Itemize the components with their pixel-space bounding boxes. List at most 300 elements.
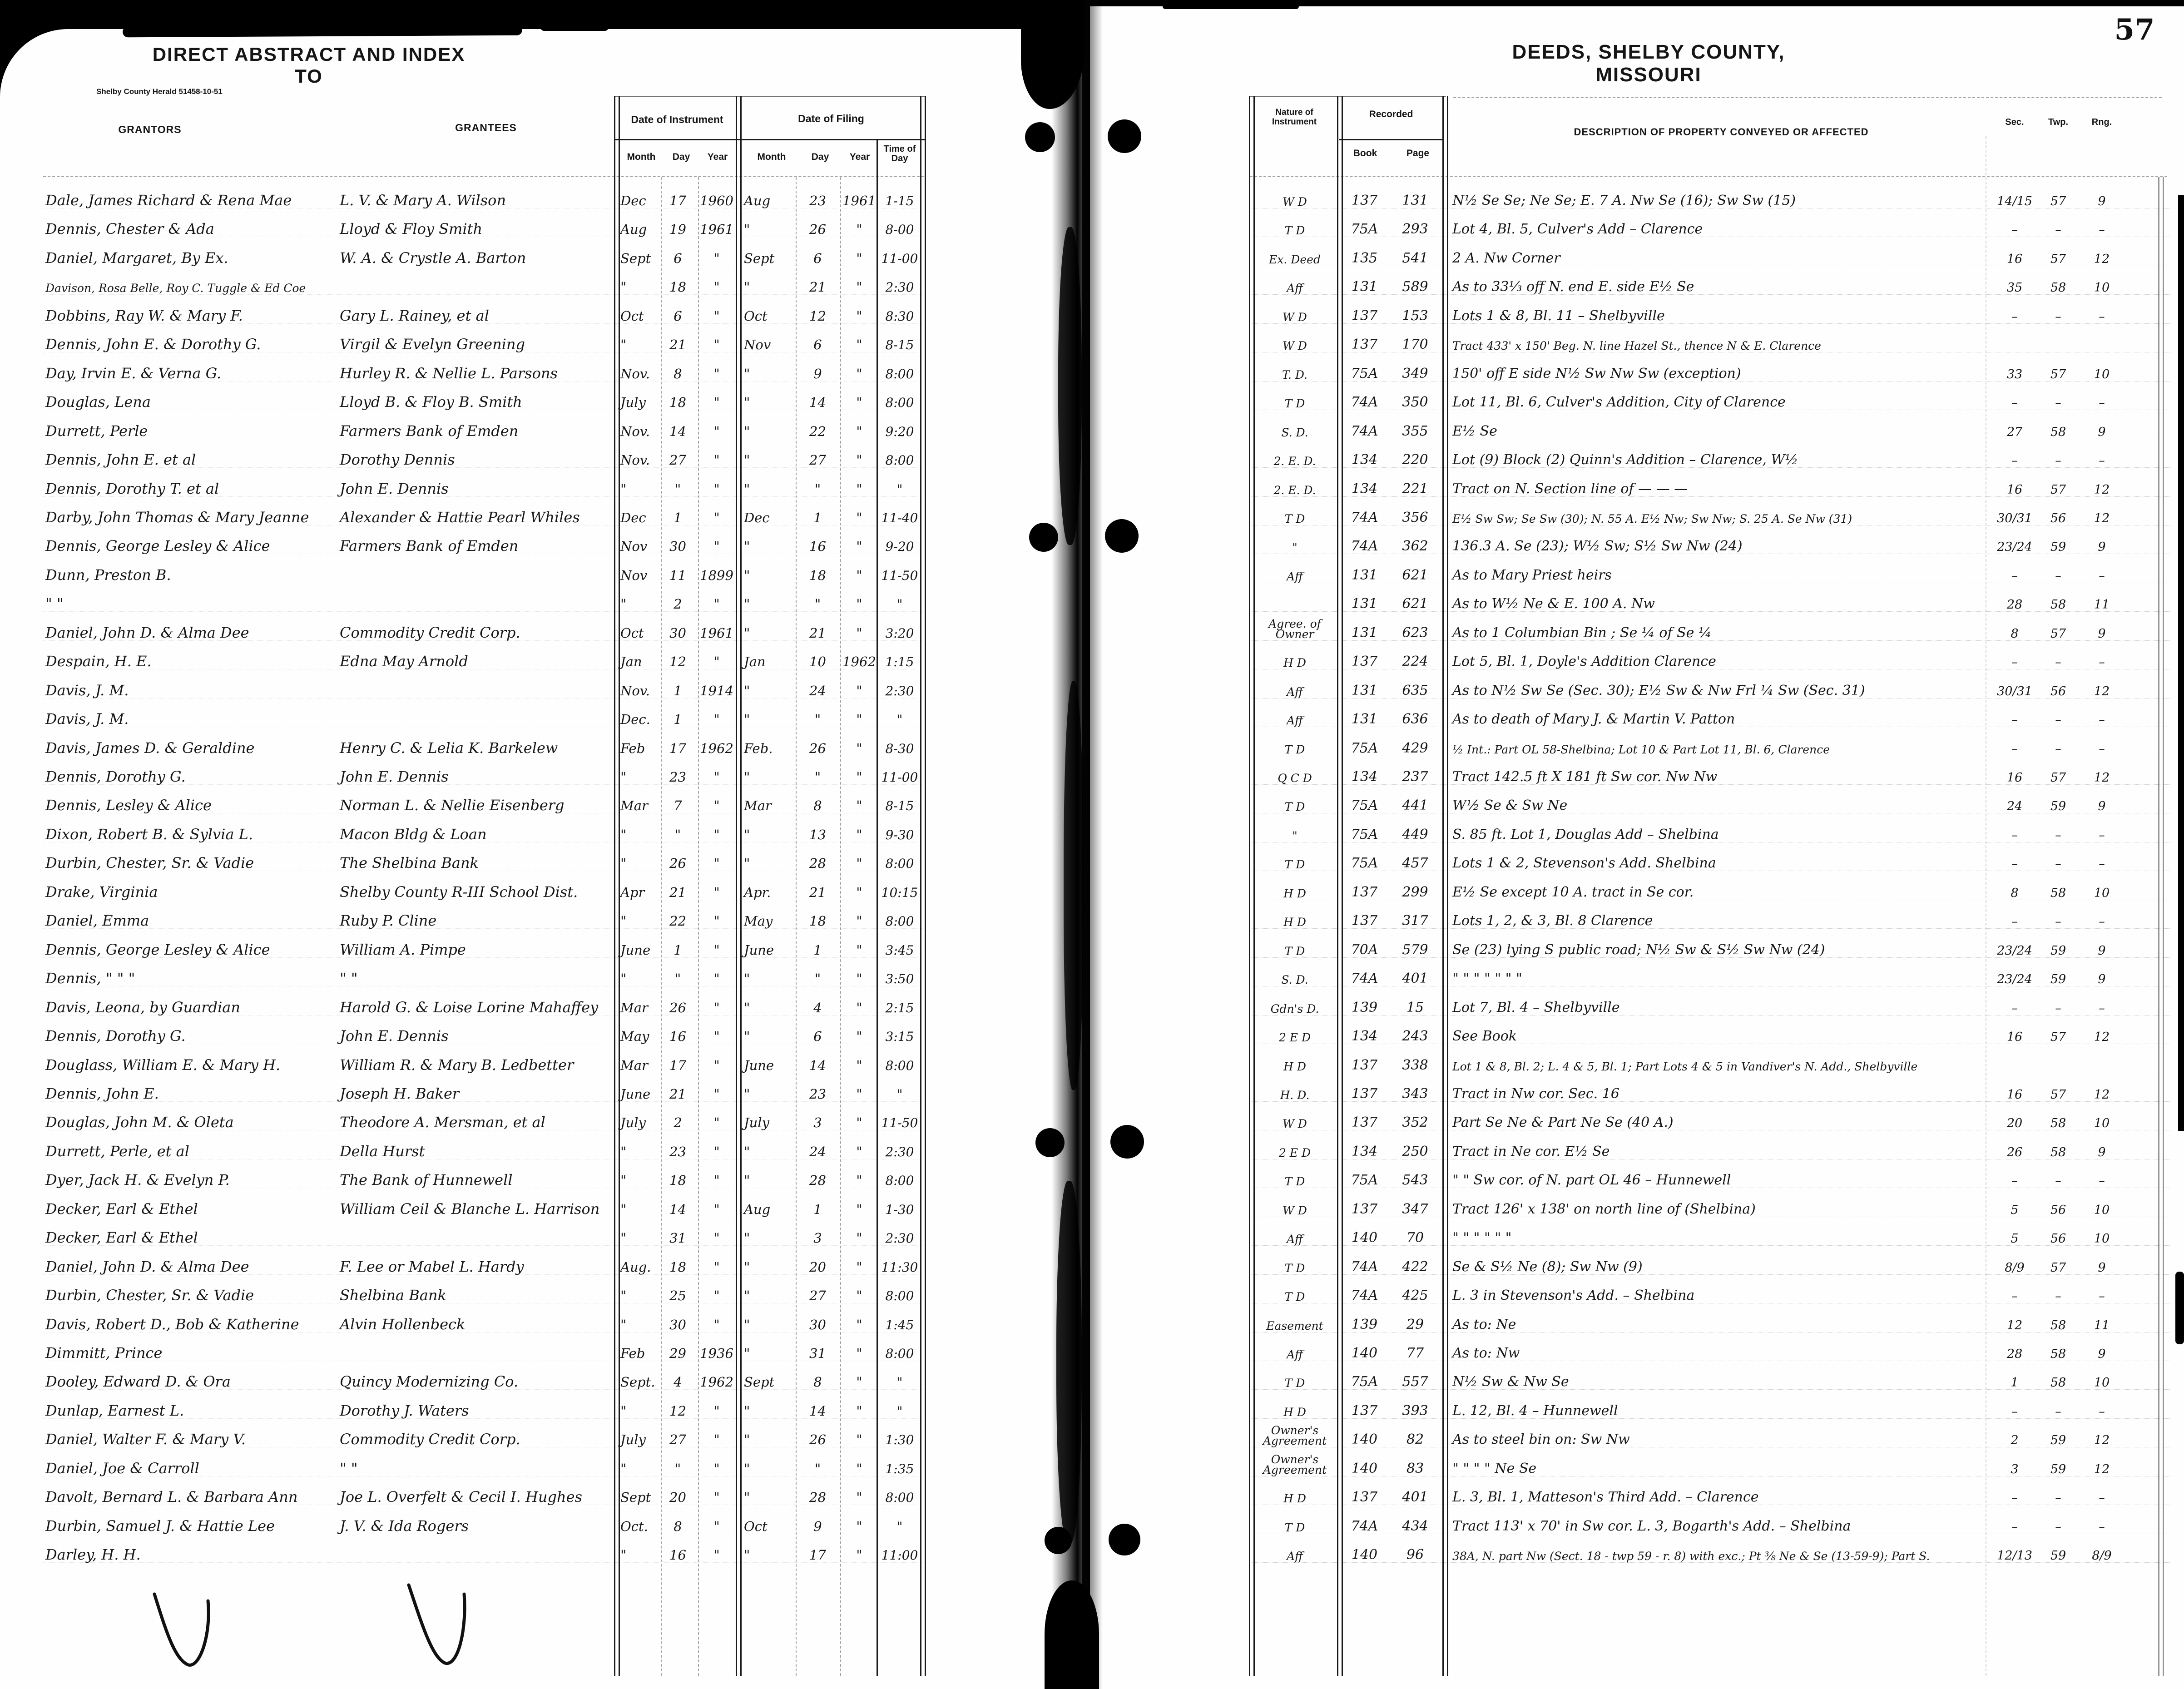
filing-day: 31: [809, 1346, 826, 1361]
filing-day: ": [814, 1461, 821, 1476]
nature-of-instrument: 2 E D: [1278, 1146, 1311, 1160]
township-number: –: [2055, 857, 2061, 871]
range-number: 8/9: [2092, 1549, 2112, 1563]
recorded-book: 140: [1351, 1230, 1378, 1246]
filing-month: ": [744, 1230, 750, 1246]
filing-day: 9: [813, 1519, 822, 1534]
filing-month: July: [744, 1115, 769, 1130]
binding-fold-blot: [1058, 227, 1082, 545]
filing-day: 23: [809, 193, 826, 208]
recorded-book: 70A: [1351, 942, 1378, 958]
grantee-name: Harold G. & Loise Lorine Mahaffey: [340, 999, 599, 1016]
township-number: 59: [2050, 799, 2066, 813]
filing-month: ": [744, 452, 750, 468]
property-description: As to death of Mary J. & Martin V. Patton: [1452, 711, 1735, 727]
recorded-book: 74A: [1351, 1518, 1378, 1534]
filing-day: 14: [809, 395, 826, 410]
instrument-day: 18: [669, 279, 686, 295]
instrument-year: ": [713, 1202, 720, 1217]
instrument-year: ": [713, 395, 720, 410]
instrument-year: ": [713, 481, 720, 497]
property-description: " " " " " ": [1452, 1230, 1512, 1246]
filing-month: ": [744, 1173, 750, 1188]
nature-of-instrument: Aff: [1287, 714, 1303, 728]
nature-of-instrument: T D: [1284, 1290, 1305, 1304]
grantor-name: Douglass, William E. & Mary H.: [45, 1056, 281, 1074]
nature-of-instrument: W D: [1283, 1117, 1307, 1131]
instrument-month: Jan: [620, 654, 642, 669]
nature-of-instrument: T D: [1284, 858, 1305, 872]
instrument-year: 1962: [700, 1374, 733, 1390]
township-number: 56: [2050, 511, 2066, 525]
filing-month: ": [744, 1432, 750, 1447]
property-description: Se & S½ Ne (8); Sw Nw (9): [1452, 1259, 1643, 1275]
recorded-page: 623: [1402, 625, 1428, 641]
nature-of-instrument: H D: [1283, 1492, 1306, 1506]
filing-month: ": [744, 1317, 750, 1332]
filing-year-header: Year: [849, 152, 870, 162]
filing-day: 13: [809, 827, 826, 842]
table-line: [1453, 97, 2162, 98]
instrument-year: ": [713, 510, 720, 525]
instrument-month: Mar: [620, 1058, 648, 1073]
instrument-day: 2: [674, 1115, 682, 1130]
nature-of-instrument: T D: [1284, 1175, 1305, 1189]
grantee-name: The Bank of Hunnewell: [340, 1171, 513, 1189]
filing-month: June: [744, 1058, 774, 1073]
recorded-book: 131: [1351, 683, 1378, 698]
filing-month: ": [744, 424, 750, 439]
binding-fold-blot: [1056, 1181, 1082, 1544]
grantor-name: Daniel, Walter F. & Mary V.: [45, 1431, 246, 1448]
filing-day: 16: [809, 539, 826, 554]
herald-imprint: Shelby County Herald 51458-10-51: [96, 87, 223, 96]
property-description: As to: Nw: [1452, 1345, 1520, 1361]
range-number: 10: [2094, 1116, 2110, 1130]
section-number: 1: [2011, 1376, 2019, 1390]
instrument-day: 14: [669, 424, 686, 439]
property-description: Tract on N. Section line of — — —: [1452, 481, 1688, 497]
filing-day: 21: [809, 279, 826, 295]
nature-of-instrument: Aff: [1287, 570, 1303, 584]
range-number: 10: [2094, 1376, 2110, 1390]
instrument-month: Nov.: [620, 452, 650, 468]
filing-year: ": [856, 1490, 862, 1505]
recorded-book: 131: [1351, 625, 1378, 641]
filing-year: ": [856, 712, 862, 727]
filing-month: Apr.: [744, 885, 771, 900]
grantor-name: Dimmitt, Prince: [45, 1344, 163, 1362]
property-description: 150' off E side N½ Sw Nw Sw (exception): [1452, 366, 1741, 381]
grantor-name: Dixon, Robert B. & Sylvia L.: [45, 826, 253, 843]
nature-of-instrument: W D: [1283, 195, 1307, 209]
description-header: DESCRIPTION OF PROPERTY CONVEYED OR AFFECTED: [1574, 126, 1869, 138]
township-number: 58: [2050, 425, 2066, 439]
recorded-book: 75A: [1351, 855, 1378, 871]
section-number: –: [2011, 223, 2018, 237]
filing-time: 8-15: [885, 337, 914, 352]
recorded-book: 137: [1351, 1489, 1378, 1505]
instrument-year: ": [713, 308, 720, 324]
instrument-day: ": [674, 1461, 681, 1476]
filing-year: ": [856, 1144, 862, 1159]
instrument-day: ": [674, 481, 681, 497]
instrument-day: 8: [674, 366, 682, 381]
instrument-day: 30: [669, 1317, 686, 1332]
nature-of-instrument: T D: [1284, 1262, 1305, 1275]
section-number: 35: [2006, 281, 2023, 295]
grantor-name: Durbin, Chester, Sr. & Vadie: [45, 1287, 254, 1304]
filing-month: Oct: [744, 1519, 768, 1534]
filing-time: 11-50: [881, 568, 918, 583]
section-number: 30/31: [1997, 684, 2032, 698]
range-number: –: [2099, 857, 2105, 871]
filing-time: 2:15: [885, 1001, 914, 1015]
rng-header: Rng.: [2091, 117, 2112, 127]
section-number: 14/15: [1997, 194, 2032, 208]
instrument-year: ": [713, 1432, 720, 1447]
filing-year: ": [856, 1259, 862, 1275]
filing-year: ": [856, 1461, 862, 1476]
range-number: 10: [2094, 886, 2110, 900]
grantee-name: Edna May Arnold: [340, 653, 468, 670]
recorded-page: 401: [1402, 1489, 1428, 1505]
filing-year: ": [856, 942, 862, 958]
grantee-name: Virgil & Evelyn Greening: [340, 336, 525, 353]
left-page-title: DIRECT ABSTRACT AND INDEX TO: [152, 44, 466, 87]
grantor-name: Dennis, John E. et al: [45, 451, 196, 468]
instrument-year: ": [713, 971, 720, 986]
binding-fold-blot: [1045, 1580, 1099, 1689]
range-number: 9: [2098, 425, 2106, 439]
recorded-page: 352: [1402, 1114, 1428, 1130]
recorded-book: 74A: [1351, 510, 1378, 525]
recorded-book: 134: [1351, 481, 1378, 497]
range-number: –: [2099, 1289, 2105, 1303]
grantee-name: William R. & Mary B. Ledbetter: [340, 1056, 574, 1074]
township-number: –: [2055, 1174, 2061, 1188]
recorded-page: 621: [1402, 596, 1428, 612]
range-number: 9: [2098, 194, 2106, 208]
section-number: 2: [2011, 1433, 2019, 1447]
filing-time: 9-30: [885, 827, 914, 842]
nature-of-instrument: W D: [1283, 339, 1307, 353]
nature-of-instrument: Easement: [1266, 1319, 1323, 1333]
filing-year: 1961: [842, 193, 876, 208]
nature-of-instrument: T D: [1284, 397, 1305, 411]
filing-day: 20: [809, 1259, 826, 1275]
section-number: –: [2011, 1405, 2018, 1419]
filing-time: 3:15: [885, 1029, 914, 1044]
filing-day: 3: [813, 1115, 822, 1130]
instrument-year: ": [713, 539, 720, 554]
filing-year: ": [856, 1346, 862, 1361]
row-guide-line: [1252, 1389, 2171, 1390]
filing-year: ": [856, 424, 862, 439]
grantor-name: Dennis, Dorothy G.: [45, 1027, 186, 1045]
instrument-month: ": [620, 1547, 627, 1563]
filing-month: ": [744, 712, 750, 727]
grantor-name: Daniel, John D. & Alma Dee: [45, 1258, 249, 1275]
property-description: As to steel bin on: Sw Nw: [1452, 1431, 1630, 1447]
filing-day: 23: [809, 1086, 826, 1102]
filing-time: 11-00: [881, 770, 918, 785]
grantor-name: Dennis, John E. & Dorothy G.: [45, 336, 261, 353]
instrument-month: Apr: [620, 885, 645, 900]
section-number: 24: [2006, 799, 2023, 813]
recorded-book: 139: [1351, 1317, 1378, 1332]
township-number: –: [2055, 310, 2061, 324]
recorded-book: 137: [1351, 913, 1378, 929]
instrument-month: Nov: [620, 568, 648, 583]
nature-of-instrument: T D: [1284, 1377, 1305, 1390]
section-number: 23/24: [1997, 972, 2032, 986]
filing-time: 1-30: [885, 1202, 914, 1217]
filing-day-header: Day: [811, 152, 829, 162]
range-number: 12: [2094, 684, 2110, 698]
township-number: 59: [2050, 1462, 2066, 1476]
range-number: 11: [2094, 598, 2110, 612]
range-number: –: [2099, 713, 2105, 727]
instrument-year: ": [713, 1547, 720, 1563]
property-description: E½ Sw Sw; Se Sw (30); N. 55 A. E½ Nw; Sw Nw; S. 25 A. Se Nw (31): [1452, 512, 1852, 525]
recorded-page: 429: [1402, 740, 1428, 756]
recorded-book: 74A: [1351, 1259, 1378, 1275]
grantee-name: John E. Dennis: [340, 1027, 449, 1045]
grantor-name: Dennis, Chester & Ada: [45, 220, 214, 238]
grantor-name: Daniel, Joe & Carroll: [45, 1460, 199, 1477]
recorded-book: 137: [1351, 1403, 1378, 1419]
nature-of-instrument: 2. E. D.: [1273, 484, 1316, 497]
filing-day: 18: [809, 913, 826, 929]
instrument-month: ": [620, 1173, 627, 1188]
scan-artifact: [123, 25, 522, 38]
range-number: 12: [2094, 252, 2110, 266]
recorded-book: 74A: [1351, 423, 1378, 439]
filing-year: ": [856, 798, 862, 813]
filing-month: May: [744, 913, 773, 929]
recorded-page: 338: [1402, 1057, 1428, 1073]
grantor-name: Daniel, John D. & Alma Dee: [45, 624, 249, 641]
filing-time: 1:15: [885, 654, 914, 669]
range-number: –: [2099, 915, 2105, 929]
filing-time: 11:30: [881, 1260, 918, 1275]
recorded-page: 362: [1402, 538, 1428, 554]
instrument-year: ": [713, 1115, 720, 1130]
filing-day: 6: [813, 1029, 822, 1044]
property-description: Tract 142.5 ft X 181 ft Sw cor. Nw Nw: [1452, 769, 1718, 785]
recorded-book: 134: [1351, 769, 1378, 785]
section-number: 28: [2006, 1347, 2023, 1361]
filing-year: ": [856, 1029, 862, 1044]
grantee-name: " ": [340, 1460, 358, 1477]
filing-day: 10: [809, 654, 826, 669]
filing-year: ": [856, 1432, 862, 1447]
filing-month: ": [744, 366, 750, 381]
filing-day: 21: [809, 885, 826, 900]
instrument-month: Nov: [620, 539, 648, 554]
recorded-book: 137: [1351, 654, 1378, 669]
township-number: –: [2055, 223, 2061, 237]
recorded-page: 83: [1406, 1461, 1424, 1476]
filing-month: Nov: [744, 337, 771, 352]
grantor-name: Decker, Earl & Ethel: [45, 1200, 198, 1218]
township-number: –: [2055, 828, 2061, 842]
grantee-name: Shelby County R-III School Dist.: [340, 883, 578, 901]
grantee-name: Commodity Credit Corp.: [340, 1431, 520, 1448]
instrument-year: ": [713, 452, 720, 468]
range-number: 9: [2098, 540, 2106, 554]
recorded-book: 131: [1351, 711, 1378, 727]
grantor-name: Dennis, Dorothy T. et al: [45, 480, 219, 497]
filing-year: ": [856, 539, 862, 554]
range-number: –: [2099, 454, 2105, 468]
filing-year: ": [856, 279, 862, 295]
filing-month: Feb.: [744, 741, 773, 756]
range-number: 9: [2098, 627, 2106, 641]
instrument-day: 30: [669, 539, 686, 554]
nature-of-instrument: Aff: [1287, 1233, 1303, 1246]
section-number: 16: [2006, 252, 2023, 266]
section-number: 27: [2006, 425, 2023, 439]
filing-year: ": [856, 308, 862, 324]
filing-day: 28: [809, 1490, 826, 1505]
instrument-year: ": [713, 1519, 720, 1534]
township-number: 59: [2050, 540, 2066, 554]
filing-month: Aug: [744, 1202, 771, 1217]
range-number: 9: [2098, 1347, 2106, 1361]
grantee-name: Dorothy Dennis: [340, 451, 455, 468]
section-number: 3: [2011, 1462, 2019, 1476]
instrument-year: ": [713, 827, 720, 842]
filing-time: 1-15: [885, 193, 914, 208]
filing-day: ": [814, 596, 821, 612]
township-number: –: [2055, 1520, 2061, 1534]
recorded-book: 137: [1351, 1114, 1378, 1130]
grantor-name: Durrett, Perle, et al: [45, 1143, 189, 1160]
filing-time: 8:30: [885, 309, 914, 324]
grantee-name: Della Hurst: [340, 1143, 425, 1160]
instrument-year: ": [713, 366, 720, 381]
section-number: –: [2011, 1001, 2018, 1015]
recorded-page: 299: [1402, 884, 1428, 900]
filing-day: 30: [809, 1317, 826, 1332]
instrument-month: ": [620, 481, 627, 497]
property-description: Lots 1, 2, & 3, Bl. 8 Clarence: [1452, 913, 1653, 929]
instrument-month: Nov.: [620, 424, 650, 439]
filing-day: 8: [813, 1374, 822, 1390]
township-number: 57: [2050, 1030, 2066, 1044]
instrument-day: 22: [669, 913, 686, 929]
nature-of-instrument: Agree. of Owner: [1268, 617, 1321, 641]
range-number: 9: [2098, 972, 2106, 986]
grantee-name: Lloyd B. & Floy B. Smith: [340, 393, 522, 411]
township-number: 57: [2050, 1261, 2066, 1275]
filing-year: ": [856, 395, 862, 410]
filing-day: 26: [809, 741, 826, 756]
filing-month: Aug: [744, 193, 771, 208]
section-number: –: [2011, 655, 2018, 669]
section-number: 23/24: [1997, 540, 2032, 554]
property-description: Tract 433' x 150' Beg. N. line Hazel St., thence N & E. Clarence: [1452, 339, 1821, 352]
grantor-name: Daniel, Emma: [45, 912, 149, 929]
grantor-name: Dennis, Dorothy G.: [45, 768, 186, 785]
filing-year: ": [856, 568, 862, 583]
recorded-book: 75A: [1351, 1172, 1378, 1188]
punch-hole: [1029, 523, 1058, 552]
twp-header: Twp.: [2048, 117, 2069, 127]
section-number: 33: [2006, 367, 2023, 381]
section-number: –: [2011, 1174, 2018, 1188]
nature-of-instrument: T D: [1284, 800, 1305, 814]
recorded-page: 543: [1402, 1172, 1428, 1188]
filing-month: Dec: [744, 510, 770, 525]
row-guide-line: [43, 611, 922, 612]
grantee-name: Lloyd & Floy Smith: [340, 220, 483, 238]
range-number: 12: [2094, 771, 2110, 785]
instrument-month: ": [620, 827, 627, 842]
instrument-day: 4: [674, 1374, 682, 1390]
instrument-year: ": [713, 769, 720, 785]
filing-year: ": [856, 1115, 862, 1130]
filing-year: ": [856, 366, 862, 381]
instr-month-header: Month: [627, 152, 656, 162]
filing-time: 3:45: [885, 943, 914, 958]
punch-hole: [1025, 122, 1055, 152]
filing-day: 1: [813, 942, 822, 958]
filing-time: 2:30: [885, 280, 914, 295]
filing-time: 8:00: [885, 1173, 914, 1188]
property-description: As to: Ne: [1452, 1317, 1516, 1332]
filing-time: 8:00: [885, 1490, 914, 1505]
instrument-day: 12: [669, 654, 686, 669]
grantee-name: The Shelbina Bank: [340, 854, 479, 872]
instrument-year: ": [713, 1490, 720, 1505]
filing-time: 1:45: [885, 1318, 914, 1332]
range-number: –: [2099, 310, 2105, 324]
grantor-name: Darley, H. H.: [45, 1546, 141, 1563]
section-number: 8: [2011, 627, 2019, 641]
filing-month: ": [744, 1490, 750, 1505]
grantor-name: " ": [45, 595, 64, 612]
filing-year: ": [856, 1086, 862, 1102]
nature-of-instrument: Aff: [1287, 1348, 1303, 1362]
instrument-year: ": [713, 596, 720, 612]
instrument-month: Oct.: [620, 1519, 648, 1534]
section-number: 5: [2011, 1203, 2019, 1217]
range-number: –: [2099, 1405, 2105, 1419]
section-number: 23/24: [1997, 944, 2032, 958]
filing-day: 9: [813, 366, 822, 381]
filing-time: 11-00: [881, 251, 918, 266]
filing-time: 8:00: [885, 395, 914, 410]
instrument-month: ": [620, 1230, 627, 1246]
property-description: E½ Se: [1452, 423, 1497, 439]
row-guide-line: [1252, 928, 2171, 929]
range-number: –: [2099, 655, 2105, 669]
grantor-name: Davis, Robert D., Bob & Katherine: [45, 1316, 299, 1333]
property-description: As to 1 Columbian Bin ; Se ¼ of Se ¼: [1452, 625, 1712, 641]
range-number: 12: [2094, 483, 2110, 497]
nature-of-instrument: 2 E D: [1278, 1031, 1311, 1045]
township-number: 59: [2050, 944, 2066, 958]
instrument-day: 2: [674, 596, 682, 612]
grantor-name: Despain, H. E.: [45, 653, 152, 670]
range-number: 10: [2094, 281, 2110, 295]
recorded-page: 153: [1402, 308, 1428, 324]
township-number: –: [2055, 396, 2061, 410]
filing-time: 8-30: [885, 741, 914, 756]
